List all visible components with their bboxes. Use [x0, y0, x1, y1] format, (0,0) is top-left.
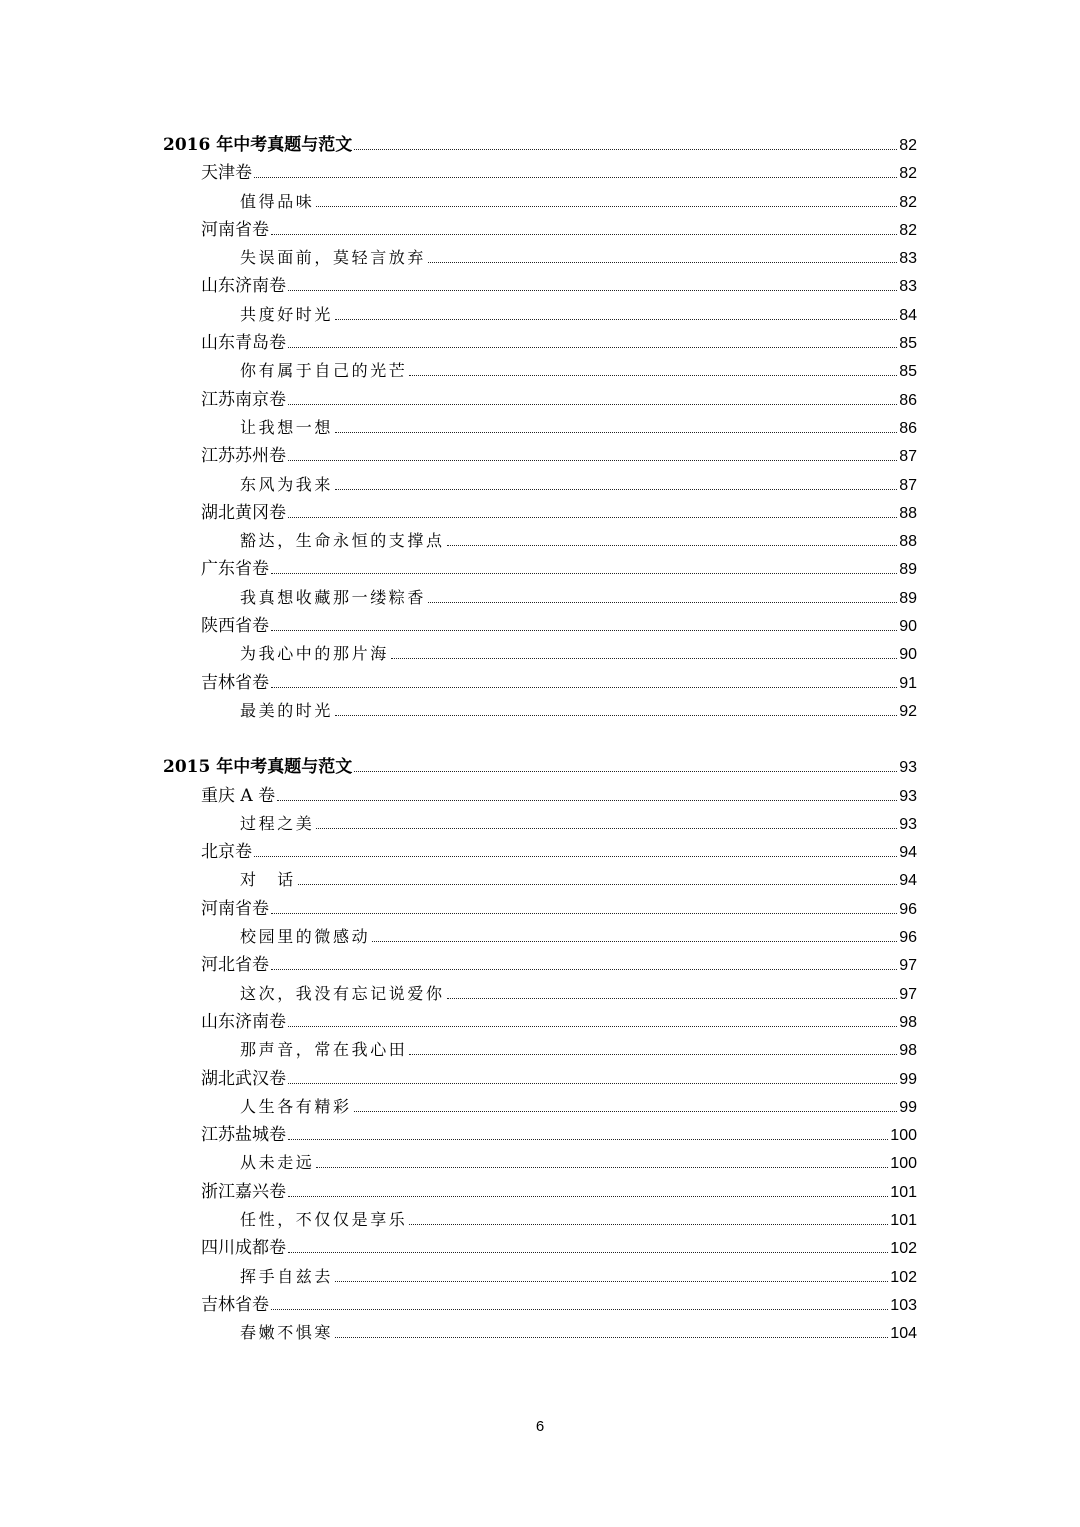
toc-entry-title: 共度好时光	[240, 304, 334, 324]
dot-leader	[354, 771, 897, 772]
toc-essay-entry[interactable]	[163, 357, 917, 385]
dot-leader	[288, 1026, 897, 1027]
toc-entry-title: 我真想收藏那一缕粽香	[240, 587, 427, 607]
toc-region-entry[interactable]	[163, 1178, 917, 1206]
toc-entry-title: 失误面前，莫轻言放弃	[240, 248, 427, 268]
dot-leader	[288, 1196, 888, 1197]
dot-leader	[254, 856, 897, 857]
toc-region-entry[interactable]	[163, 329, 917, 357]
toc-entry-page: 101	[890, 1211, 917, 1229]
toc-essay-entry[interactable]	[163, 1093, 917, 1121]
toc-entry-page: 96	[899, 929, 917, 947]
toc-entry-title: 山东济南卷	[201, 1011, 286, 1032]
toc-essay-entry[interactable]	[163, 188, 917, 216]
toc-entry-title: 天津卷	[201, 163, 252, 184]
dot-leader	[271, 234, 897, 235]
toc-entry-title: 浙江嘉兴卷	[201, 1181, 286, 1202]
toc-essay-entry[interactable]	[163, 640, 917, 668]
toc-entry-title: 江苏盐城卷	[201, 1125, 286, 1146]
toc-entry-page: 94	[899, 844, 917, 862]
toc-region-entry[interactable]	[163, 838, 917, 866]
toc-entry-page: 82	[899, 193, 917, 211]
toc-essay-entry[interactable]	[163, 527, 917, 555]
toc-entry-title: 这次，我没有忘记说爱你	[240, 983, 445, 1003]
toc-region-entry[interactable]	[163, 669, 917, 697]
toc-entry-page: 89	[899, 561, 917, 579]
dot-leader	[298, 884, 897, 885]
toc-entry-page: 93	[899, 787, 917, 805]
toc-entry-page: 92	[899, 702, 917, 720]
toc-entry-title: 湖北武汉卷	[201, 1068, 286, 1089]
toc-entry-title: 对 话	[240, 870, 296, 890]
toc-entry-page: 97	[899, 957, 917, 975]
toc-entry-page: 97	[899, 985, 917, 1003]
dot-leader	[288, 347, 897, 348]
toc-region-entry[interactable]	[163, 895, 917, 923]
toc-entry-title: 陕西省卷	[201, 616, 269, 637]
toc-entry-title: 2015 年中考真题与范文	[163, 757, 353, 778]
toc-entry-title: 广东省卷	[201, 559, 269, 580]
toc-entry-page: 103	[890, 1296, 917, 1314]
dot-leader	[428, 602, 897, 603]
dot-leader	[288, 1139, 888, 1140]
toc-entry-page: 83	[899, 278, 917, 296]
toc-region-entry[interactable]	[163, 1291, 917, 1319]
dot-leader	[447, 998, 898, 999]
toc-entry-page: 90	[899, 618, 917, 636]
toc-entry-page: 83	[899, 250, 917, 268]
toc-entry-title: 2016 年中考真题与范文	[163, 135, 353, 155]
toc-entry-title: 人生各有精彩	[240, 1096, 352, 1116]
toc-entry-page: 82	[899, 165, 917, 183]
toc-entry-page: 102	[890, 1240, 917, 1258]
toc-region-entry[interactable]	[163, 1008, 917, 1036]
toc-essay-entry[interactable]	[163, 471, 917, 499]
toc-entry-page: 82	[899, 137, 917, 154]
dot-leader	[335, 432, 897, 433]
toc-region-entry[interactable]	[163, 442, 917, 470]
toc-region-entry[interactable]	[163, 386, 917, 414]
toc-entry-title: 江苏南京卷	[201, 389, 286, 410]
dot-leader	[335, 1281, 888, 1282]
toc-region-entry[interactable]	[163, 159, 917, 187]
toc-entry-page: 96	[899, 900, 917, 918]
toc-entry-page: 98	[899, 1042, 917, 1060]
toc-essay-entry[interactable]	[163, 1036, 917, 1064]
toc-region-entry[interactable]	[163, 1234, 917, 1262]
dot-leader	[391, 658, 897, 659]
toc-entry-title: 山东青岛卷	[201, 333, 286, 354]
toc-entry-title: 河南省卷	[201, 898, 269, 919]
toc-section	[163, 753, 917, 1347]
toc-entry-title: 春嫩不惧寒	[240, 1323, 334, 1343]
toc-essay-entry[interactable]	[163, 414, 917, 442]
toc-region-entry[interactable]	[163, 499, 917, 527]
toc-region-entry[interactable]	[163, 951, 917, 979]
toc-entry-page: 89	[899, 589, 917, 607]
toc-entry-page: 98	[899, 1013, 917, 1031]
toc-essay-entry[interactable]	[163, 1149, 917, 1177]
dot-leader	[354, 149, 897, 150]
toc-entry-page: 104	[890, 1325, 917, 1343]
toc-entry-title: 四川成都卷	[201, 1238, 286, 1259]
toc-region-entry[interactable]	[163, 216, 917, 244]
dot-leader	[335, 319, 897, 320]
toc-essay-entry[interactable]	[163, 866, 917, 894]
toc-entry-page: 85	[899, 363, 917, 381]
toc-essay-entry[interactable]	[163, 1206, 917, 1234]
toc-essay-entry[interactable]	[163, 1263, 917, 1291]
dot-leader	[277, 800, 897, 801]
toc-entry-page: 87	[899, 448, 917, 466]
toc-essay-entry[interactable]	[163, 1319, 917, 1347]
toc-entry-page: 93	[899, 815, 917, 833]
toc-entry-title: 湖北黄冈卷	[201, 502, 286, 523]
toc-entry-title: 吉林省卷	[201, 672, 269, 693]
toc-entry-title: 东风为我来	[240, 474, 334, 494]
toc-entry-page: 101	[890, 1183, 917, 1201]
dot-leader	[271, 1309, 888, 1310]
dot-leader	[271, 573, 897, 574]
dot-leader	[288, 404, 897, 405]
toc-entry-title: 值得品味	[240, 191, 315, 211]
toc-region-entry[interactable]	[163, 782, 917, 810]
toc-section-heading[interactable]	[163, 131, 917, 159]
dot-leader	[316, 206, 897, 207]
dot-leader	[288, 460, 897, 461]
dot-leader	[288, 1083, 897, 1084]
dot-leader	[271, 969, 897, 970]
toc-entry-page: 86	[899, 391, 917, 409]
toc-region-entry[interactable]	[163, 272, 917, 300]
toc-entry-title: 北京卷	[201, 842, 252, 863]
dot-leader	[335, 489, 897, 490]
dot-leader	[335, 1337, 888, 1338]
dot-leader	[271, 630, 897, 631]
toc-entry-title: 山东济南卷	[201, 276, 286, 297]
toc-essay-entry[interactable]	[163, 980, 917, 1008]
dot-leader	[447, 545, 898, 546]
toc-entry-page: 99	[899, 1070, 917, 1088]
toc-entry-page: 100	[890, 1127, 917, 1145]
toc-entry-page: 85	[899, 335, 917, 353]
toc-entry-page: 86	[899, 419, 917, 437]
toc-region-entry[interactable]	[163, 555, 917, 583]
toc-entry-page: 90	[899, 646, 917, 664]
dot-leader	[409, 1054, 897, 1055]
toc-section	[163, 131, 917, 725]
toc-essay-entry[interactable]	[163, 244, 917, 272]
dot-leader	[428, 262, 897, 263]
dot-leader	[409, 375, 897, 376]
toc-entry-page: 87	[899, 476, 917, 494]
toc-entry-title: 河南省卷	[201, 219, 269, 240]
toc-entry-page: 94	[899, 872, 917, 890]
toc-essay-entry[interactable]	[163, 810, 917, 838]
toc-entry-page: 84	[899, 306, 917, 324]
dot-leader	[288, 1252, 888, 1253]
dot-leader	[316, 1167, 888, 1168]
dot-leader	[254, 177, 897, 178]
toc-region-entry[interactable]	[163, 1065, 917, 1093]
toc-entry-title: 挥手自兹去	[240, 1266, 334, 1286]
toc-essay-entry[interactable]	[163, 301, 917, 329]
toc-entry-title: 校园里的微感动	[240, 927, 371, 947]
dot-leader	[354, 1111, 898, 1112]
toc-entry-page: 82	[899, 221, 917, 239]
dot-leader	[271, 687, 897, 688]
toc-entry-title: 河北省卷	[201, 955, 269, 976]
toc-entry-page: 88	[899, 533, 917, 551]
toc-region-entry[interactable]	[163, 612, 917, 640]
table-of-contents	[163, 131, 917, 1375]
dot-leader	[409, 1224, 888, 1225]
toc-entry-title: 从未走远	[240, 1153, 315, 1173]
toc-essay-entry[interactable]	[163, 584, 917, 612]
toc-entry-title: 让我想一想	[240, 417, 334, 437]
toc-entry-page: 88	[899, 504, 917, 522]
toc-entry-page: 102	[890, 1268, 917, 1286]
toc-entry-page: 93	[899, 759, 917, 777]
dot-leader	[316, 828, 897, 829]
toc-entry-title: 江苏苏州卷	[201, 446, 286, 467]
toc-entry-title: 重庆 A 卷	[201, 785, 276, 806]
toc-entry-title: 为我心中的那片海	[240, 644, 389, 664]
dot-leader	[288, 517, 897, 518]
toc-entry-title: 豁达，生命永恒的支撑点	[240, 531, 445, 551]
toc-entry-page: 100	[890, 1155, 917, 1173]
toc-entry-title: 过程之美	[240, 813, 315, 833]
toc-essay-entry[interactable]	[163, 697, 917, 725]
toc-region-entry[interactable]	[163, 1121, 917, 1149]
toc-section-heading[interactable]	[163, 753, 917, 781]
toc-entry-title: 吉林省卷	[201, 1294, 269, 1315]
dot-leader	[372, 941, 897, 942]
toc-entry-page: 91	[899, 674, 917, 692]
page-number: 6	[535, 1418, 545, 1435]
toc-entry-page: 99	[899, 1098, 917, 1116]
toc-entry-title: 最美的时光	[240, 700, 334, 720]
toc-essay-entry[interactable]	[163, 923, 917, 951]
dot-leader	[271, 913, 897, 914]
toc-entry-title: 任性，不仅仅是享乐	[240, 1209, 408, 1229]
toc-entry-title: 你有属于自己的光芒	[240, 361, 408, 381]
toc-entry-title: 那声音，常在我心田	[240, 1040, 408, 1060]
dot-leader	[288, 290, 897, 291]
dot-leader	[335, 715, 897, 716]
